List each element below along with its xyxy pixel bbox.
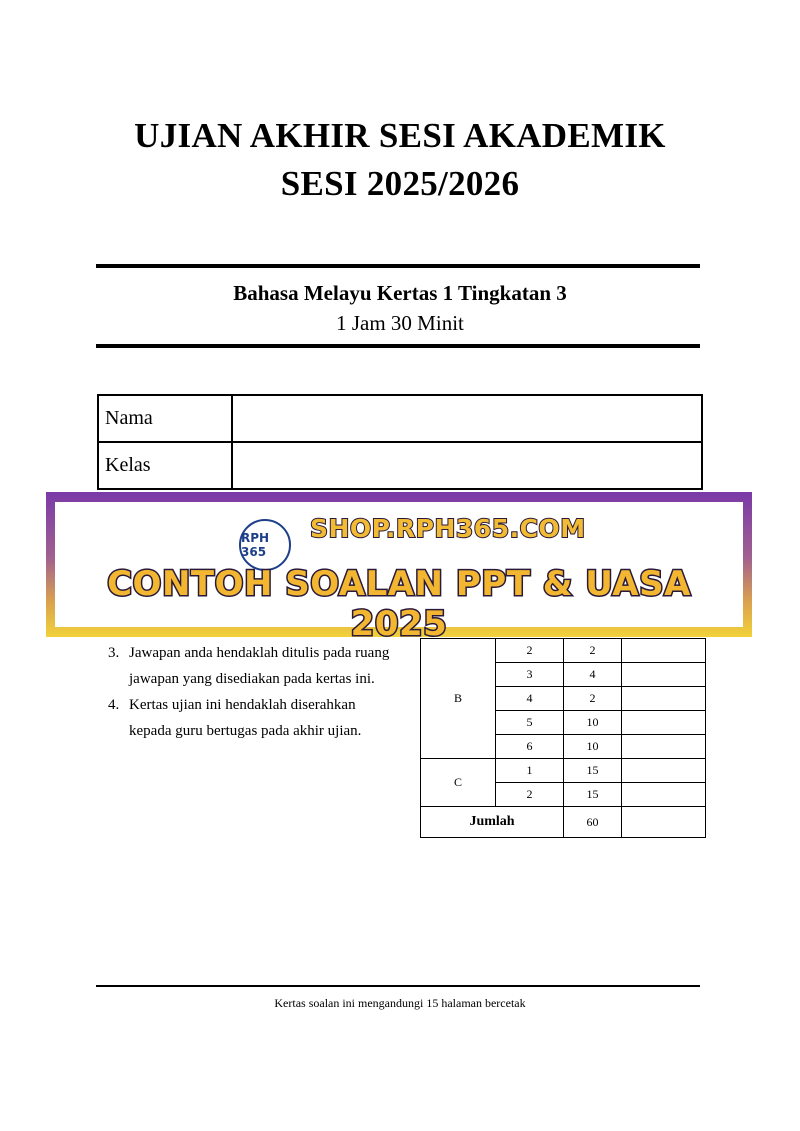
exam-title (0, 112, 800, 208)
score-table (420, 638, 706, 838)
question-cell: 2 (496, 639, 564, 663)
instruction-item (108, 692, 398, 744)
top-rule (96, 264, 700, 268)
section-cell: B (421, 639, 496, 759)
marks-cell: 4 (564, 663, 622, 687)
info-row-class (98, 442, 702, 489)
score-cell (622, 735, 706, 759)
class-label: Kelas (98, 442, 232, 489)
instruction-number: 4. (108, 697, 120, 713)
score-cell (622, 663, 706, 687)
footer-rule (96, 985, 700, 987)
score-cell (622, 783, 706, 807)
section-cell: C (421, 759, 496, 807)
question-cell: 5 (496, 711, 564, 735)
shop-url-text[interactable]: SHOP.RPH365.COM (310, 514, 586, 543)
instruction-text: Jawapan anda hendaklah ditulis pada ruang jawapan yang disediakan pada kertas ini. (129, 645, 390, 687)
total-marks: 60 (564, 807, 622, 838)
instruction-number: 3. (108, 645, 120, 661)
marks-cell: 2 (564, 687, 622, 711)
marks-cell: 10 (564, 711, 622, 735)
instruction-list (108, 640, 398, 744)
name-label: Nama (98, 395, 232, 442)
marks-cell: 10 (564, 735, 622, 759)
page-count-note: Kertas soalan ini mengandungi 15 halaman bercetak (274, 996, 526, 1010)
exam-duration: 1 Jam 30 Minit (336, 311, 464, 335)
total-label: Jumlah (421, 807, 564, 838)
promo-banner-inner (55, 502, 743, 644)
instruction-text: Kertas ujian ini hendaklah diserahkan kepada guru bertugas pada akhir ujian. (129, 697, 362, 739)
total-row (421, 807, 706, 838)
score-row (421, 759, 706, 783)
question-cell: 2 (496, 783, 564, 807)
name-field[interactable] (232, 395, 702, 442)
total-score-cell (622, 807, 706, 838)
question-cell: 1 (496, 759, 564, 783)
question-cell: 3 (496, 663, 564, 687)
question-cell: 6 (496, 735, 564, 759)
info-row-name (98, 395, 702, 442)
score-cell (622, 759, 706, 783)
rph365-logo-icon: RPH 365 (239, 519, 291, 571)
exam-title-line1: UJIAN AKHIR SESI AKADEMIK (134, 116, 666, 155)
promo-banner[interactable] (46, 492, 752, 644)
subject-bottom-rule (96, 344, 700, 348)
score-cell (622, 711, 706, 735)
promo-headline: CONTOH SOALAN PPT & UASA 2025 (107, 564, 691, 644)
marks-cell: 15 (564, 783, 622, 807)
class-field[interactable] (232, 442, 702, 489)
student-info-table (97, 394, 703, 490)
score-cell (622, 687, 706, 711)
question-cell: 4 (496, 687, 564, 711)
marks-cell: 2 (564, 639, 622, 663)
marks-cell: 15 (564, 759, 622, 783)
instruction-item (108, 640, 398, 692)
exam-title-line2: SESI 2025/2026 (280, 164, 520, 203)
subject-title: Bahasa Melayu Kertas 1 Tingkatan 3 (233, 281, 567, 305)
